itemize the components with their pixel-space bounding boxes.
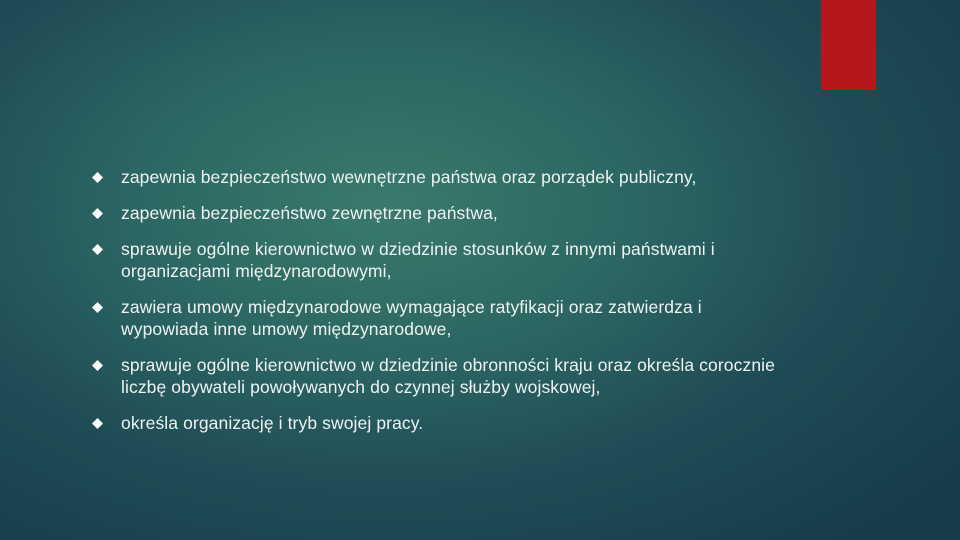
list-item [92, 354, 792, 398]
list-item [92, 238, 792, 282]
diamond-bullet-icon [92, 208, 103, 219]
list-item [92, 296, 792, 340]
diamond-bullet-icon [92, 360, 103, 371]
list-item [92, 202, 792, 224]
list-item-text: określa organizację i tryb swojej pracy. [121, 413, 424, 433]
list-item [92, 166, 792, 188]
diamond-bullet-icon [92, 418, 103, 429]
bullet-list [92, 166, 792, 448]
list-item [92, 412, 792, 434]
diamond-bullet-icon [92, 302, 103, 313]
accent-bar [821, 0, 876, 90]
list-item-text: zapewnia bezpieczeństwo wewnętrzne państwa oraz porządek publiczny, [121, 167, 697, 187]
list-item-text: sprawuje ogólne kierownictwo w dziedzinie obronności kraju oraz określa corocznie liczbę obywateli powoływanych do czynnej służby wojskowej, [121, 355, 775, 397]
diamond-bullet-icon [92, 244, 103, 255]
list-item-text: zawiera umowy międzynarodowe wymagające ratyfikacji oraz zatwierdza i wypowiada inne umowy międzynarodowe, [121, 297, 702, 339]
list-item-text: sprawuje ogólne kierownictwo w dziedzinie stosunków z innymi państwami i organizacjami międzynarodowymi, [121, 239, 715, 281]
list-item-text: zapewnia bezpieczeństwo zewnętrzne państwa, [121, 203, 498, 223]
diamond-bullet-icon [92, 172, 103, 183]
